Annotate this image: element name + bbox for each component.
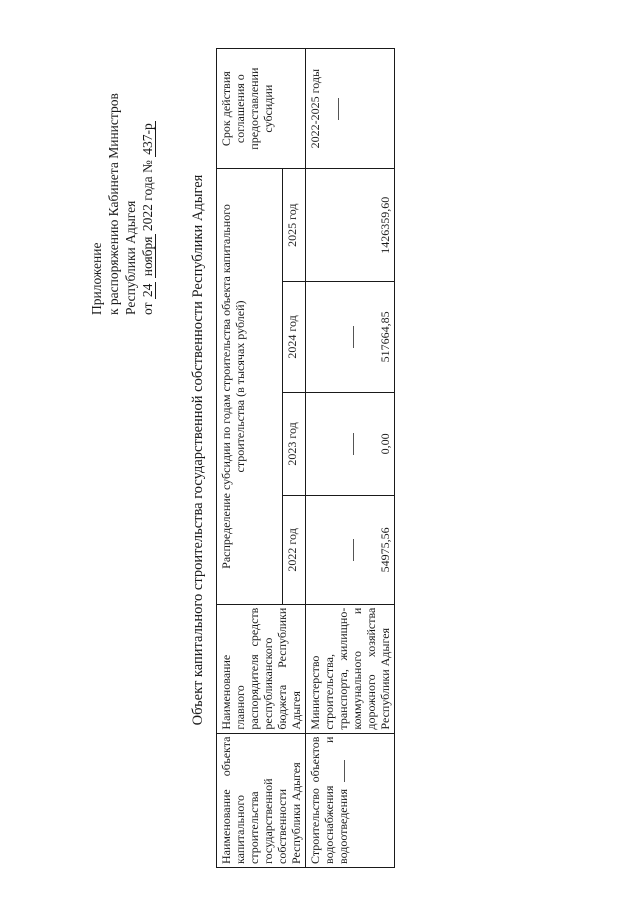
from-label: от xyxy=(140,302,155,315)
order-number: 437-р xyxy=(140,123,155,155)
year-text: 2022 года № xyxy=(140,160,155,232)
header-recipient: Наименование главного распорядителя средств республиканского бюджета Республики Адыгея xyxy=(217,604,306,733)
day-value: 24 xyxy=(140,283,155,298)
value-2023: 0,00 xyxy=(378,433,392,455)
header-distribution: Распределение субсидии по годам строительства объекта капитального строительства (в тысячах рублей) xyxy=(217,169,283,604)
subsidy-table xyxy=(216,48,395,868)
dash-line xyxy=(353,326,354,348)
month-value: ноября xyxy=(140,236,155,277)
cell-value-2025 xyxy=(306,169,395,282)
document-page xyxy=(0,20,640,890)
cell-recipient: Министерство строительства, транспорта, жилищно-коммунального и дорожного хозяйства Республики Адыгея xyxy=(306,604,395,733)
dash-line xyxy=(338,98,339,120)
document-title: Объект капитального строительства государственной собственности Республики Адыгея xyxy=(190,174,206,726)
value-2022: 54975,56 xyxy=(378,527,392,573)
header-year-2023: 2023 год xyxy=(283,392,306,495)
appendix-date-line xyxy=(139,93,156,315)
dash-line xyxy=(344,760,345,782)
table-row xyxy=(306,49,395,868)
dash-line xyxy=(353,539,354,561)
cell-object xyxy=(306,733,395,867)
table-header-row xyxy=(217,49,283,868)
cell-object-text: Строительство объектов водоснабжения и водоотведения xyxy=(308,736,350,864)
appendix-block xyxy=(88,93,156,315)
appendix-line-2: к распоряжению Кабинета Министров xyxy=(106,93,121,315)
value-2024: 517664,85 xyxy=(378,311,392,363)
cell-term xyxy=(306,49,395,169)
cell-value-2023 xyxy=(306,392,395,495)
header-year-2025: 2025 год xyxy=(283,169,306,282)
appendix-line-1: Приложение xyxy=(89,242,104,315)
header-year-2022: 2022 год xyxy=(283,496,306,605)
value-2025: 1426359,60 xyxy=(378,196,392,254)
dash-line xyxy=(353,433,354,455)
header-year-2024: 2024 год xyxy=(283,282,306,393)
cell-value-2022 xyxy=(306,496,395,605)
cell-value-2024 xyxy=(306,282,395,393)
header-object: Наименование объекта капитального строительства государственной собственности Республики Адыгея xyxy=(217,733,306,867)
appendix-line-3: Республики Адыгея xyxy=(123,200,138,315)
term-value: 2022-2025 годы xyxy=(308,68,322,149)
header-term: Срок действия соглашения о предоставлении субсидии xyxy=(217,49,306,169)
